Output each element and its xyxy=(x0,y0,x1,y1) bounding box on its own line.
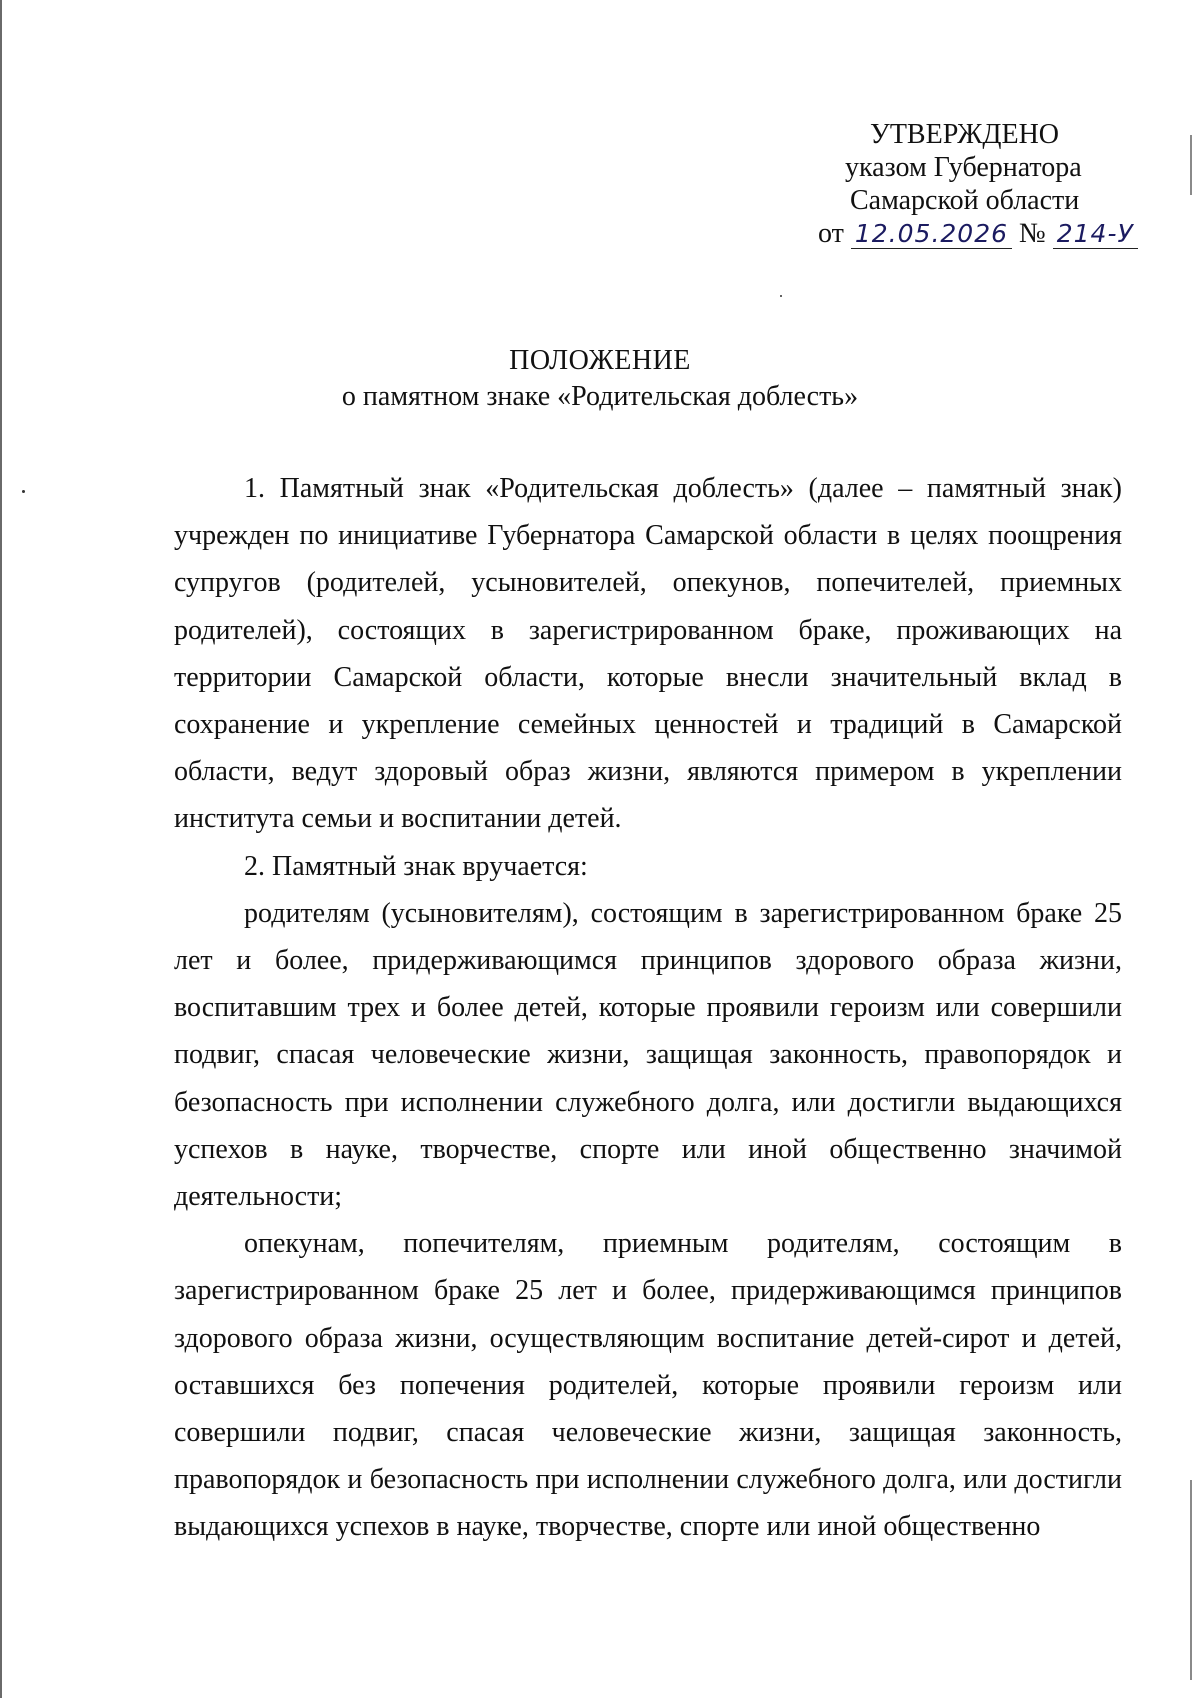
document-heading xyxy=(0,343,1200,415)
paragraph-1: 1. Памятный знак «Родительская доблесть» (далее – памятный знак) учрежден по инициативе Губернатора Самарской области в целях поощрения супругов (родителей, усыновителей, опекунов, попечителей, приемных родителей), состоящих в зарегистрированном браке, проживающих на территории Самарской области, которые внесли значительный вклад в сохранение и укрепление семейных ценностей и традиций в Самарской области, ведут здоровый образ жизни, являются примером в укреплении института семьи и воспитании детей. xyxy=(174,473,1122,835)
date-prefix: от xyxy=(818,218,844,249)
document-subtitle: о памятном знаке «Родительская доблесть» xyxy=(341,381,859,412)
paragraph-2: 2. Памятный знак вручается: xyxy=(244,850,588,882)
handwritten-number: 214-У xyxy=(1053,219,1138,249)
handwritten-date: 12.05.2026 xyxy=(851,219,1012,249)
paragraph-3: родителям (усыновителям), состоящим в зарегистрированном браке 25 лет и более, придерживающимся принципов здорового образа жизни, воспитавшим трех и более детей, которые проявили героизм или совершили подвиг, спасая человеческие жизни, защищая законность, правопорядок и безопасность при исполнении служебного долга, или достигли выдающихся успехов в науке, творчестве, спорте или иной общественно значимой деятельности; xyxy=(174,897,1122,1213)
number-prefix: № xyxy=(1019,218,1046,249)
scan-page-edge-right-bottom xyxy=(1190,1480,1192,1680)
approval-date-line xyxy=(800,217,1134,250)
scan-speck xyxy=(780,295,782,297)
approval-region: Самарской области xyxy=(850,185,1080,216)
approval-stamp-block xyxy=(800,118,1134,250)
scan-page-edge-left xyxy=(0,0,2,1698)
approval-title: УТВЕРЖДЕНО xyxy=(870,119,1060,150)
document-title: ПОЛОЖЕНИЕ xyxy=(509,345,691,376)
scan-page-edge-right-top xyxy=(1190,135,1192,195)
approval-by: указом Губернатора xyxy=(845,152,1082,183)
scan-speck xyxy=(22,490,25,493)
paragraph-4: опекунам, попечителям, приемным родителям, состоящим в зарегистрированном браке 25 лет и более, придерживающимся принципов здорового образа жизни, осуществляющим воспитание детей-сирот и детей, оставшихся без попечения родителей, которые проявили героизм или совершили подвиг, спасая человеческие жизни, защищая законность, правопорядок и безопасность при исполнении служебного долга, или достигли выдающихся успехов в науке, творчестве, спорте или иной общественно xyxy=(174,1228,1122,1543)
document-body xyxy=(174,465,1122,1551)
